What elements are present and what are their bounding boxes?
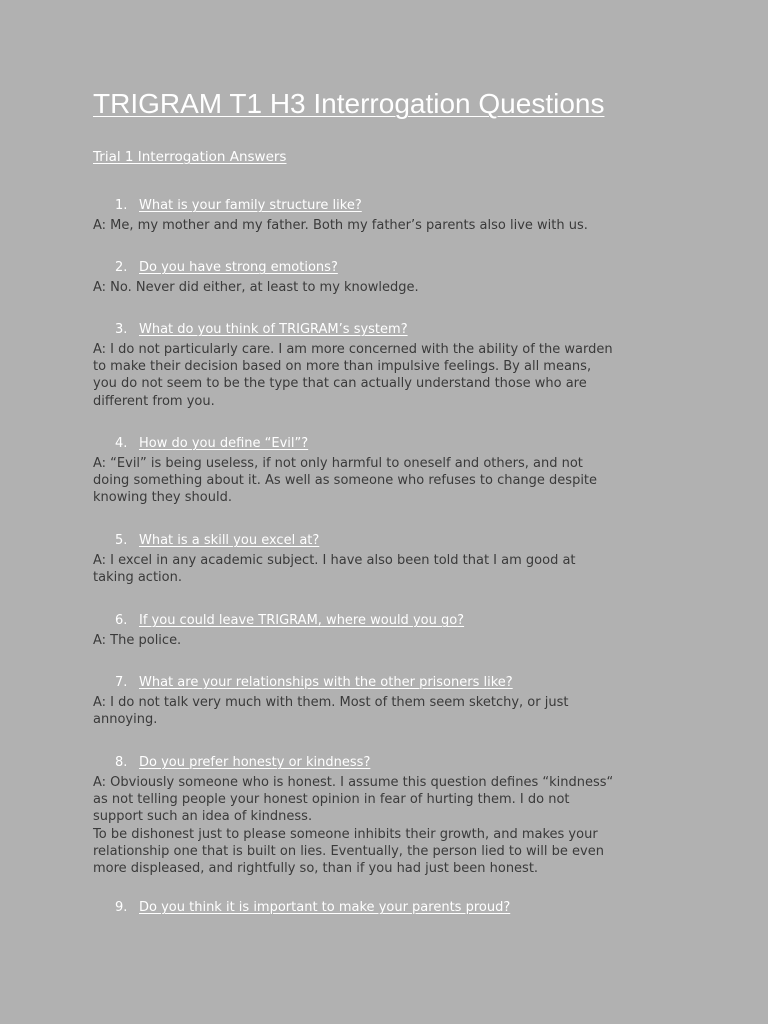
- answer-text: A: I excel in any academic subject. I have also been told that I am good at taking action.: [93, 553, 576, 586]
- answer-text: A: I do not talk very much with them. Most of them seem sketchy, or just annoying.: [93, 695, 569, 728]
- question-line: [93, 434, 683, 454]
- question-line: [93, 673, 683, 693]
- qa-item: [93, 434, 683, 507]
- question-text: What is a skill you excel at?: [139, 533, 320, 548]
- qa-item: [93, 320, 683, 410]
- question-number: 4.: [115, 436, 128, 451]
- question-text: Do you think it is important to make your parents proud?: [139, 900, 511, 915]
- question-text: How do you define “Evil”?: [139, 436, 309, 451]
- question-text-main: If you could leave TRIGRAM, where would you go: [139, 613, 458, 628]
- qa-item: [93, 258, 683, 296]
- question-number: 3.: [115, 322, 128, 337]
- qa-item: [93, 531, 683, 586]
- answer-text: A: The police.: [93, 633, 182, 648]
- answer-text: A: “Evil” is being useless, if not only harmful to oneself and others, and not doing something about it. As well as someone who refuses to change despite knowing they should.: [93, 456, 598, 506]
- question-line: [93, 753, 683, 773]
- question-line: [93, 196, 683, 216]
- question-line: [93, 611, 683, 631]
- question-number: 1.: [115, 198, 128, 213]
- question-text: Do you prefer honesty or kindness?: [139, 755, 371, 770]
- question-text: What do you think of TRIGRAM’s system?: [139, 322, 408, 337]
- qa-item: [93, 611, 683, 649]
- question-number: 5.: [115, 533, 128, 548]
- qa-item: [93, 196, 683, 234]
- question-number: 8.: [115, 755, 128, 770]
- question-text: What is your family structure like?: [139, 198, 362, 213]
- answer-text: A: I do not particularly care. I am more concerned with the ability of the warden to make their decision based on more than impulsive feelings. By all means, you do not seem to be the type that can actually understand those who are different from you.: [93, 342, 613, 409]
- question-line: [93, 898, 683, 918]
- qa-item: [93, 673, 683, 728]
- answer-text: A: Me, my mother and my father. Both my father’s parents also live with us.: [93, 218, 588, 233]
- answer-text: A: No. Never did either, at least to my knowledge.: [93, 280, 419, 295]
- question-line: [93, 320, 683, 340]
- question-text: What are your relationships with the other prisoners like?: [139, 675, 513, 690]
- question-text: [139, 611, 464, 631]
- answer-text: A: Obviously someone who is honest. I assume this question defines “kindness“ as not telling people your honest opinion in fear of hurting them. I do not support such an idea of kindness. To be dishonest just to please someone inhibits their growth, and makes your relationship one that is built on lies. Eventually, the person lied to will be even more displeased, and rightfully so, than if you had just been honest.: [93, 775, 614, 877]
- document-subtitle: Trial 1 Interrogation Answers: [93, 149, 287, 165]
- question-number: 6.: [115, 613, 128, 628]
- question-number: 7.: [115, 675, 128, 690]
- document-title: TRIGRAM T1 H3 Interrogation Questions: [93, 88, 605, 119]
- question-line: [93, 531, 683, 551]
- qa-item: [93, 753, 683, 877]
- qa-item: [93, 898, 683, 918]
- question-number: 2.: [115, 260, 128, 275]
- question-text: Do you have strong emotions?: [139, 260, 338, 275]
- question-number: 9.: [115, 900, 128, 915]
- question-line: [93, 258, 683, 278]
- question-mark: ?: [457, 613, 465, 628]
